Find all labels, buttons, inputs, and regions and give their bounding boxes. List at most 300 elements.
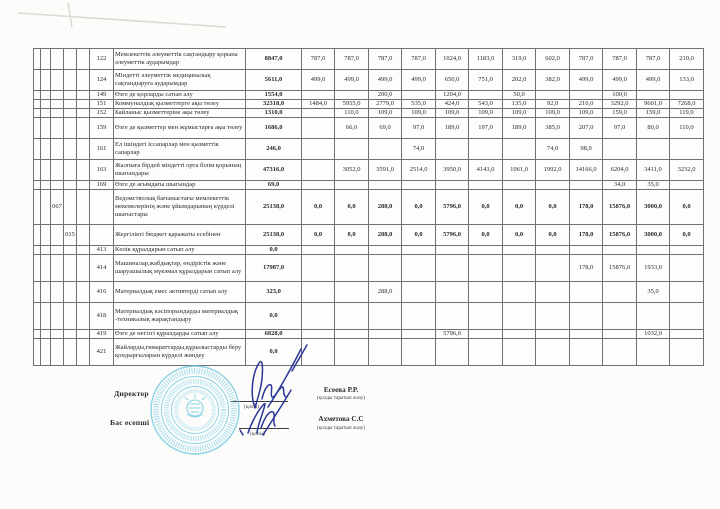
month-value-cell: 15876,0 [603, 189, 637, 224]
month-value-cell [436, 254, 469, 281]
grid-cell [51, 254, 64, 281]
table-row [34, 70, 704, 91]
month-value-cell: 109,0 [536, 108, 570, 117]
table-row [34, 91, 704, 100]
grid-cell [41, 70, 51, 91]
month-value-cell [402, 245, 436, 254]
month-value-cell: 74,0 [536, 138, 570, 159]
grid-cell [64, 254, 77, 281]
month-value-cell: 3052,0 [335, 159, 369, 180]
grid-cell [34, 329, 41, 338]
month-value-cell [335, 281, 369, 302]
month-value-cell [436, 338, 469, 365]
month-value-cell: 110,0 [670, 117, 704, 138]
year-total-cell: 8847,0 [246, 49, 302, 70]
grid-cell [64, 70, 77, 91]
grid-cell [34, 138, 41, 159]
row-description: Жайларды,ғимараттарды,құрылыстарды беру қондырғыларын күрделі жөндеу [114, 338, 246, 365]
month-value-cell [335, 245, 369, 254]
specificity-code-cell: 161 [90, 138, 114, 159]
grid-cell [64, 302, 77, 329]
table-row [34, 180, 704, 189]
month-value-cell [670, 180, 704, 189]
month-value-cell [670, 91, 704, 100]
grid-cell [77, 329, 90, 338]
grid-cell [77, 138, 90, 159]
year-total-cell: 25138,0 [246, 224, 302, 245]
month-value-cell [469, 138, 503, 159]
grid-cell [64, 189, 77, 224]
grid-cell [41, 99, 51, 108]
month-value-cell: 92,0 [536, 99, 570, 108]
month-value-cell [402, 281, 436, 302]
grid-cell [51, 281, 64, 302]
month-value-cell: 97,0 [402, 117, 436, 138]
month-value-cell [302, 245, 335, 254]
month-value-cell [503, 338, 536, 365]
month-value-cell [436, 281, 469, 302]
accountant-name-caption: (қолды таратып жазу) [316, 425, 366, 431]
month-value-cell [503, 138, 536, 159]
grid-cell [34, 70, 41, 91]
specificity-code-cell: 421 [90, 338, 114, 365]
grid-cell [51, 117, 64, 138]
month-value-cell [637, 302, 670, 329]
specificity-code-cell: 015 [64, 224, 77, 245]
month-value-cell: 2779,0 [369, 99, 402, 108]
director-label: Директор [114, 389, 149, 398]
month-value-cell: 288,0 [369, 281, 402, 302]
table-row [34, 329, 704, 338]
specificity-code-cell: 149 [90, 91, 114, 100]
month-value-cell: 3950,0 [436, 159, 469, 180]
month-value-cell [335, 329, 369, 338]
table-row [34, 302, 704, 329]
grid-cell [41, 117, 51, 138]
grid-cell [77, 91, 90, 100]
month-value-cell [503, 329, 536, 338]
month-value-cell [536, 302, 570, 329]
month-value-cell: 787,0 [402, 49, 436, 70]
month-value-cell [436, 302, 469, 329]
month-value-cell [302, 108, 335, 117]
month-value-cell [302, 302, 335, 329]
row-description: Материалдық емес активтерді сатып алу [114, 281, 246, 302]
paper-crease [18, 3, 226, 27]
grid-cell [51, 329, 64, 338]
official-stamp-icon [151, 366, 239, 454]
grid-cell [34, 189, 41, 224]
grid-cell [34, 108, 41, 117]
grid-cell [64, 117, 77, 138]
month-value-cell [369, 329, 402, 338]
budget-table-body [34, 49, 704, 366]
month-value-cell: 499,0 [302, 70, 335, 91]
month-value-cell: 288,0 [369, 189, 402, 224]
month-value-cell [402, 254, 436, 281]
month-value-cell: 210,0 [670, 49, 704, 70]
grid-cell [77, 99, 90, 108]
month-value-cell: 97,0 [603, 117, 637, 138]
specificity-code-cell: 414 [90, 254, 114, 281]
month-value-cell [637, 91, 670, 100]
accountant-name: Ахметова С.С [318, 415, 364, 423]
month-value-cell: 382,0 [536, 70, 570, 91]
grid-cell [51, 99, 64, 108]
year-total-cell: 0,0 [246, 338, 302, 365]
month-value-cell [570, 329, 603, 338]
table-row [34, 245, 704, 254]
row-description: Коммуналдық қызметтерге ақы төлеу [114, 99, 246, 108]
month-value-cell [503, 245, 536, 254]
month-value-cell: 787,0 [369, 49, 402, 70]
grid-cell [34, 254, 41, 281]
grid-cell [51, 70, 64, 91]
month-value-cell: 3000,0 [637, 189, 670, 224]
year-total-cell: 1686,0 [246, 117, 302, 138]
grid-cell [64, 245, 77, 254]
table-row [34, 281, 704, 302]
month-value-cell [302, 159, 335, 180]
month-value-cell [469, 91, 503, 100]
month-value-cell: 787,0 [302, 49, 335, 70]
month-value-cell [637, 338, 670, 365]
month-value-cell: 3000,0 [637, 224, 670, 245]
specificity-code-cell: 413 [90, 245, 114, 254]
month-value-cell [503, 254, 536, 281]
grid-cell [51, 159, 64, 180]
grid-cell [64, 338, 77, 365]
month-value-cell [402, 329, 436, 338]
month-value-cell [369, 180, 402, 189]
specificity-code-cell: 418 [90, 302, 114, 329]
month-value-cell: 109,0 [570, 108, 603, 117]
grid-cell [77, 245, 90, 254]
month-value-cell [670, 302, 704, 329]
month-value-cell [670, 138, 704, 159]
grid-cell [41, 329, 51, 338]
grid-cell [34, 302, 41, 329]
month-value-cell [603, 281, 637, 302]
month-value-cell: 0,0 [402, 189, 436, 224]
month-value-cell: 1061,0 [503, 159, 536, 180]
month-value-cell: 35,0 [637, 281, 670, 302]
grid-cell [77, 254, 90, 281]
specificity-code-cell: 152 [90, 108, 114, 117]
month-value-cell: 178,0 [570, 224, 603, 245]
month-value-cell: 109,0 [369, 108, 402, 117]
specificity-code-cell: 416 [90, 281, 114, 302]
specificity-code-cell: 151 [90, 99, 114, 108]
grid-cell [90, 189, 114, 224]
accountant-signature-line [239, 428, 289, 429]
grid-cell [77, 189, 90, 224]
month-value-cell: 189,0 [436, 117, 469, 138]
grid-cell [64, 49, 77, 70]
grid-cell [51, 138, 64, 159]
month-value-cell: 0,0 [469, 189, 503, 224]
year-total-cell: 246,0 [246, 138, 302, 159]
year-total-cell: 0,0 [246, 245, 302, 254]
month-value-cell: 1992,0 [536, 159, 570, 180]
year-total-cell: 32318,0 [246, 99, 302, 108]
grid-cell [64, 281, 77, 302]
month-value-cell: 189,0 [503, 117, 536, 138]
director-name: Есеева Р.Р. [323, 386, 359, 394]
table-row [34, 138, 704, 159]
grid-cell [41, 49, 51, 70]
specificity-code-cell: 169 [90, 180, 114, 189]
month-value-cell [570, 91, 603, 100]
month-value-cell [670, 281, 704, 302]
grid-cell [77, 108, 90, 117]
month-value-cell: 499,0 [637, 70, 670, 91]
month-value-cell [335, 91, 369, 100]
grid-cell [41, 91, 51, 100]
month-value-cell [637, 138, 670, 159]
grid-cell [77, 302, 90, 329]
year-total-cell: 25138,0 [246, 189, 302, 224]
grid-cell [77, 70, 90, 91]
month-value-cell: 197,0 [469, 117, 503, 138]
month-value-cell: 288,0 [369, 224, 402, 245]
month-value-cell: 80,0 [637, 117, 670, 138]
row-description: Ел ішіндегі іссапарлар мен қызметтік сапарлар [114, 138, 246, 159]
month-value-cell [302, 180, 335, 189]
month-value-cell: 0,0 [670, 224, 704, 245]
month-value-cell [302, 91, 335, 100]
grid-cell [51, 180, 64, 189]
grid-cell [51, 108, 64, 117]
grid-cell [77, 224, 90, 245]
month-value-cell: 178,0 [570, 254, 603, 281]
month-value-cell [670, 338, 704, 365]
month-value-cell: 0,0 [670, 189, 704, 224]
month-value-cell: 6204,0 [603, 159, 637, 180]
year-total-cell: 0,0 [246, 302, 302, 329]
month-value-cell: 1204,0 [436, 91, 469, 100]
month-value-cell: 202,0 [503, 70, 536, 91]
grid-cell [34, 159, 41, 180]
month-value-cell [369, 302, 402, 329]
month-value-cell: 2514,0 [402, 159, 436, 180]
grid-cell [77, 281, 90, 302]
month-value-cell: 135,0 [503, 99, 536, 108]
month-value-cell: 69,0 [369, 117, 402, 138]
grid-cell [51, 245, 64, 254]
month-value-cell: 159,0 [603, 108, 637, 117]
month-value-cell: 1024,0 [436, 49, 469, 70]
month-value-cell [302, 329, 335, 338]
month-value-cell [603, 245, 637, 254]
year-total-cell: 1554,0 [246, 91, 302, 100]
month-value-cell: 3232,0 [670, 159, 704, 180]
year-total-cell: 17987,0 [246, 254, 302, 281]
accountant-signature-caption: (қолы) [250, 431, 265, 437]
specificity-code-cell: 124 [90, 70, 114, 91]
grid-cell [77, 180, 90, 189]
month-value-cell [469, 245, 503, 254]
month-value-cell [637, 245, 670, 254]
month-value-cell: 499,0 [369, 70, 402, 91]
month-value-cell [503, 281, 536, 302]
month-value-cell [536, 180, 570, 189]
month-value-cell: 0,0 [335, 189, 369, 224]
month-value-cell: 35,0 [637, 180, 670, 189]
row-description: Өзге де ағымдағы шығындар [114, 180, 246, 189]
month-value-cell: 133,0 [670, 70, 704, 91]
month-value-cell [302, 138, 335, 159]
month-value-cell [536, 329, 570, 338]
specificity-code-cell: 419 [90, 329, 114, 338]
month-value-cell: 424,0 [436, 99, 469, 108]
month-value-cell: 109,0 [503, 108, 536, 117]
month-value-cell: 66,0 [335, 117, 369, 138]
row-description: Мемлекеттік әлеуметтік сақтандыру қорына әлеуметтік аударымдар [114, 49, 246, 70]
month-value-cell: 5796,0 [436, 189, 469, 224]
month-value-cell [570, 302, 603, 329]
year-total-cell: 69,0 [246, 180, 302, 189]
month-value-cell: 100,0 [603, 91, 637, 100]
month-value-cell: 109,0 [436, 108, 469, 117]
table-row [34, 338, 704, 365]
month-value-cell: 3292,0 [603, 99, 637, 108]
grid-cell [41, 338, 51, 365]
month-value-cell [536, 245, 570, 254]
grid-cell [51, 338, 64, 365]
month-value-cell [536, 254, 570, 281]
director-name-caption: (қолды таратып жазу) [316, 395, 366, 401]
grid-cell [51, 91, 64, 100]
month-value-cell: 751,0 [469, 70, 503, 91]
month-value-cell [536, 91, 570, 100]
month-value-cell: 210,0 [570, 99, 603, 108]
stamp-emblem [185, 394, 205, 417]
month-value-cell: 50,0 [503, 91, 536, 100]
month-value-cell: 0,0 [503, 224, 536, 245]
month-value-cell [402, 180, 436, 189]
month-value-cell: 0,0 [536, 189, 570, 224]
grid-cell [34, 117, 41, 138]
grid-cell [64, 329, 77, 338]
month-value-cell [402, 338, 436, 365]
month-value-cell [335, 138, 369, 159]
year-total-cell: 47316,0 [246, 159, 302, 180]
grid-cell [34, 99, 41, 108]
month-value-cell: 5796,0 [436, 224, 469, 245]
grid-cell [41, 302, 51, 329]
grid-cell [34, 180, 41, 189]
month-value-cell [570, 245, 603, 254]
month-value-cell: 109,0 [469, 108, 503, 117]
month-value-cell: 200,0 [369, 91, 402, 100]
row-description: Өзге де негізгі құралдарды сатып алу [114, 329, 246, 338]
month-value-cell [469, 254, 503, 281]
month-value-cell: 787,0 [335, 49, 369, 70]
month-value-cell: 0,0 [335, 224, 369, 245]
month-value-cell [603, 302, 637, 329]
month-value-cell: 0,0 [302, 224, 335, 245]
grid-cell [34, 224, 41, 245]
month-value-cell [570, 338, 603, 365]
month-value-cell: 1032,0 [637, 329, 670, 338]
year-total-cell: 323,0 [246, 281, 302, 302]
month-value-cell: 15876,0 [603, 224, 637, 245]
month-value-cell: 0,0 [503, 189, 536, 224]
grid-cell [64, 138, 77, 159]
chief-accountant-label: Бас есепші [110, 418, 150, 427]
row-description: Материалдық кәсіпорындарды материалдық -техникалық жарақтандыру [114, 302, 246, 329]
month-value-cell [603, 329, 637, 338]
month-value-cell [536, 338, 570, 365]
month-value-cell [335, 254, 369, 281]
grid-cell [77, 338, 90, 365]
month-value-cell: 207,0 [570, 117, 603, 138]
grid-cell [64, 99, 77, 108]
month-value-cell: 110,0 [335, 108, 369, 117]
month-value-cell [469, 281, 503, 302]
month-value-cell: 159,0 [637, 108, 670, 117]
month-value-cell: 650,0 [436, 70, 469, 91]
row-description: Міндетті әлеуметтік медициналық сақтандыруға аударымдар [114, 70, 246, 91]
grid-cell [34, 49, 41, 70]
month-value-cell: 499,0 [570, 70, 603, 91]
table-row [34, 224, 704, 245]
month-value-cell: 9601,0 [637, 99, 670, 108]
month-value-cell [503, 180, 536, 189]
grid-cell [41, 159, 51, 180]
month-value-cell [302, 117, 335, 138]
month-value-cell [302, 254, 335, 281]
month-value-cell: 602,0 [536, 49, 570, 70]
month-value-cell: 119,0 [670, 108, 704, 117]
month-value-cell: 178,0 [570, 189, 603, 224]
month-value-cell: 0,0 [536, 224, 570, 245]
grid-cell [41, 245, 51, 254]
month-value-cell: 499,0 [335, 70, 369, 91]
table-row [34, 99, 704, 108]
budget-table [33, 48, 704, 366]
month-value-cell [603, 138, 637, 159]
month-value-cell [603, 338, 637, 365]
row-description: Байланыс қызметтеріне ақы төлеу [114, 108, 246, 117]
month-value-cell [436, 138, 469, 159]
year-total-cell: 5611,0 [246, 70, 302, 91]
director-signature-line [230, 401, 288, 402]
month-value-cell [302, 281, 335, 302]
month-value-cell: 74,0 [402, 138, 436, 159]
specificity-code-cell: 159 [90, 117, 114, 138]
grid-cell [77, 117, 90, 138]
table-row [34, 117, 704, 138]
row-description: Көлік құралдарын сатып алу [114, 245, 246, 254]
month-value-cell: 787,0 [603, 49, 637, 70]
month-value-cell: 4143,0 [469, 159, 503, 180]
month-value-cell [335, 302, 369, 329]
month-value-cell: 3411,0 [637, 159, 670, 180]
month-value-cell: 3591,0 [369, 159, 402, 180]
grid-cell [64, 159, 77, 180]
month-value-cell: 0,0 [402, 224, 436, 245]
grid-cell [41, 108, 51, 117]
month-value-cell: 109,0 [402, 108, 436, 117]
month-value-cell [402, 302, 436, 329]
month-value-cell [670, 245, 704, 254]
grid-cell [41, 138, 51, 159]
month-value-cell [335, 338, 369, 365]
table-row [34, 189, 704, 224]
month-value-cell [335, 180, 369, 189]
